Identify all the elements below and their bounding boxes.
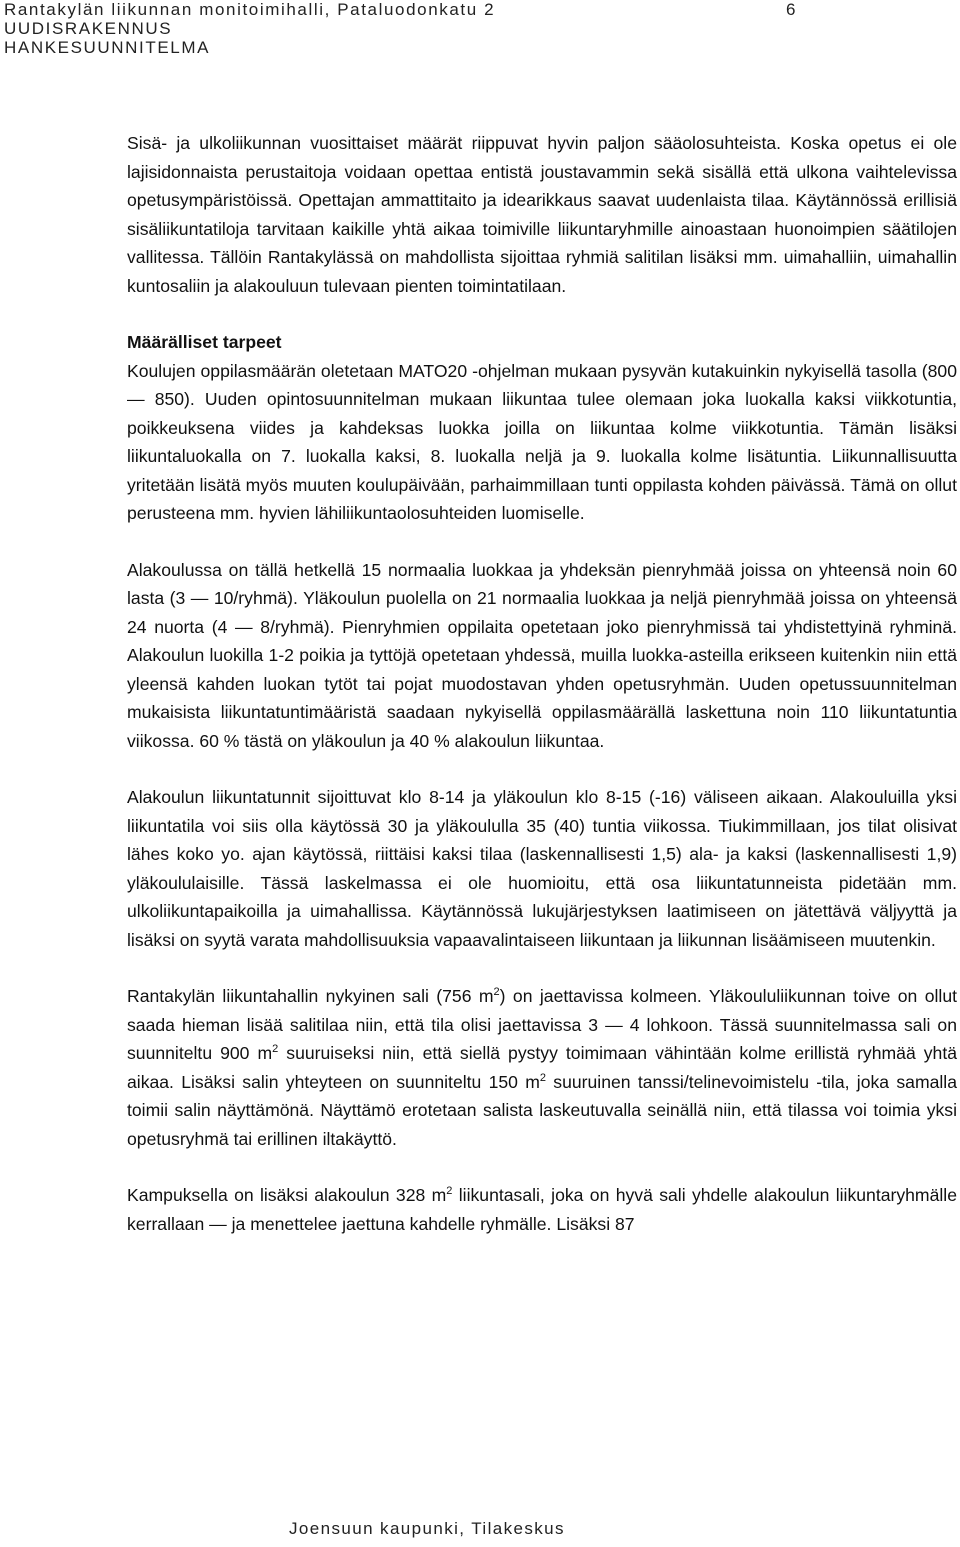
document-header [4, 0, 495, 57]
page-number: 6 [786, 0, 796, 19]
header-project-type: UUDISRAKENNUS [4, 19, 173, 38]
hall-text-c: suuruiseksi niin, että siellä pystyy toimimaan vähintään kolme erillistä ryhmää yhtä aikaa. Lisäksi salin yhteyteen on suunniteltu 150 m [127, 1043, 958, 1092]
hall-text-d: suuruinen tanssi/telinevoimistelu -tila, joka samalla toimii salin näyttämönä. Näyttämö erotetaan salista laskeutuvalla seinällä niin, että tilassa voi toimia yksi opetusryhmä tai erillinen iltakäyttö. [127, 1071, 957, 1149]
paragraph-hall-size [127, 982, 957, 1153]
superscript-2: 2 [446, 1185, 453, 1198]
section-quantitative [127, 328, 957, 528]
paragraph-schedule: Alakoulun liikuntatunnit sijoittuvat klo 8-14 ja yläkoulun klo 8-15 (-16) väliseen aikaan. Alakouluilla yksi liikuntatila voi siis olla käytössä 30 ja yläkoululla 35 (40) tuntia viikossa. Tiukimmillaan, jos tilat olisivat lähes koko yo. ajan käytössä, riittäisi kaksi tilaa (laskennallisesti 1,5) ala- ja kaksi (laskennallisesti 1,9) yläkoululaisille. Tässä laskelmassa ei ole huomioitu, että osa liikuntatunneista pidetään mm. ulkoliikuntapaikoilla ja uimahallissa. Käytännössä lukujärjestyksen laatimiseen on jätettävä väljyyttä ja lisäksi on syytä varata mahdollisuuksia vapaavalintaiseen liikuntaan ja liikunnan lisäämiseen muutenkin. [127, 787, 957, 950]
campus-text-b: liikuntasali, joka on hyvä sali yhdelle alakoulun liikuntaryhmälle kerrallaan — ja menettelee jaettuna kahdelle ryhmälle. Lisäksi 87 [127, 1185, 957, 1234]
header-document-type: HANKESUUNNITELMA [4, 38, 211, 57]
paragraph-class-groups: Alakoulussa on tällä hetkellä 15 normaalia luokkaa ja yhdeksän pienryhmää joissa on yhteensä noin 60 lasta (3 — 10/ryhmä). Yläkoulun puolella on 21 normaalia luokkaa ja neljä pienryhmää joissa on yhteensä 24 nuorta (4 — 8/ryhmä). Pienryhmien oppilaita opetetaan joko pienryhmissä tai yhdistettyinä ryhminä. Alakoulun luokilla 1-2 poikia ja tyttöjä opetetaan yhdessä, muilla luokka-asteilla erikseen kuitenkin niin että yleensä kahden luokan tytöt tai pojat muodostavan yhden opetusryhmän. Uuden opetussuunnitelman mukaisista liikuntatuntimääristä saadaan nykyisellä oppilasmäärällä laskettuna noin 110 liikuntatuntia viikossa. 60 % tästä on yläkoulun ja 40 % alakoulun liikuntaa. [127, 559, 957, 751]
campus-text-a: Kampuksella on lisäksi alakoulun 328 m [127, 1185, 447, 1205]
paragraph-seasonal: Sisä- ja ulkoliikunnan vuosittaiset määrät riippuvat hyvin paljon sääolosuhteista. Koska opetus ei ole lajisidonnaista perustaitoja voidaan opettaa entistä joustavammin sekä sisällä että ulkona vaihtelevissa opetusympäristöissä. Opettajan ammattitaito ja idearikkaus saavat uudenlaista tilaa. Käytännössä erillisiä sisäliikuntatiloja tarvitaan kaikille yhtä aikaa toimiville liikuntaryhmille ainoastaan huonoimpien säätilojen vallitessa. Tällöin Rantakylässä on mahdollista sijoittaa ryhmiä salitilan lisäksi mm. uimahalliin, uimahallin kuntosaliin ja alakouluun tulevaan pienten toimintatilaan. [127, 133, 957, 296]
superscript-2: 2 [493, 986, 500, 999]
superscript-2: 2 [272, 1043, 279, 1056]
paragraph-campus [127, 1181, 957, 1238]
superscript-2: 2 [539, 1071, 547, 1084]
document-footer: Joensuun kaupunki, Tilakeskus [289, 1519, 565, 1538]
hall-text-b: ) on jaettavissa kolmeen. Yläkoululiikunnan toive on ollut saada hieman lisää salitilaa niin, että tila olisi jaettavissa 3 — 4 lohkoon. Tässä suunnitelmassa sali on suunniteltu 900 m [127, 986, 957, 1063]
header-project-title: Rantakylän liikunnan monitoimihalli, Pataluodonkatu 2 [4, 0, 496, 19]
document-body [127, 129, 957, 1238]
section-heading: Määrälliset tarpeet [127, 332, 282, 352]
paragraph-student-count: Koulujen oppilasmäärän oletetaan MATO20 -ohjelman mukaan pysyvän kutakuinkin nykyisellä tasolla (800 — 850). Uuden opintosuunnitelman mukaan liikuntaa tulee olemaan joka luokalla kaksi viikkotuntia, poikkeuksena viides ja kahdeksas luokka joilla on liikuntaa kolme viikkotuntia. Tämän lisäksi liikuntaluokalla on 7. luokalla kaksi, 8. luokalla neljä ja 9. luokalla kolme lisätuntia. Liikunnallisuutta yritetään lisätä myös muuten koulupäivään, parhaimmillaan tunti oppilasta kohden päivässä. Tämä on ollut perusteena mm. hyvien lähiliikuntaolosuhteiden luomiselle. [127, 360, 957, 523]
hall-text-a: Rantakylän liikuntahallin nykyinen sali (756 m [127, 986, 494, 1006]
